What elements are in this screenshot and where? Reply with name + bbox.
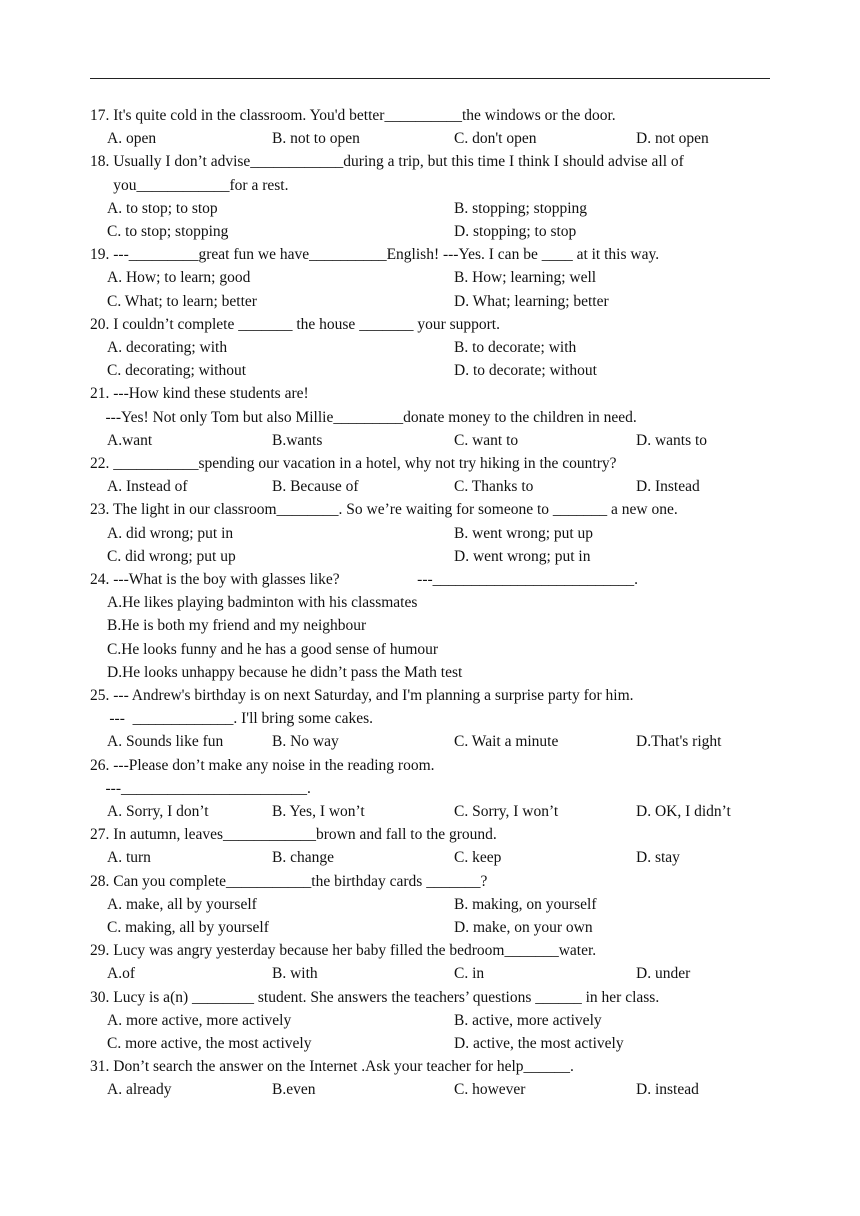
answer-option: C. to stop; stopping	[107, 223, 229, 240]
answer-option: A. Sounds like fun	[107, 733, 224, 751]
answer-option: D. to decorate; without	[454, 362, 597, 380]
answer-option: D. under	[636, 965, 691, 983]
answer-option: B. change	[272, 849, 334, 867]
question-stem: 22. ___________spending our vacation in a hotel, why not try hiking in the country?	[90, 455, 617, 472]
question-stem: 21. ---How kind these students are!	[90, 385, 309, 403]
answer-option: C. Wait a minute	[454, 733, 559, 751]
answer-option: A. Instead of	[107, 478, 188, 496]
options-row	[107, 129, 787, 149]
question-stem-continued: ---Yes! Not only Tom but also Millie_________donate money to the children in need.	[90, 408, 637, 426]
answer-option: C. keep	[454, 849, 502, 867]
answer-option: B. went wrong; put up	[454, 524, 594, 542]
answer-option: B. No way	[272, 733, 339, 751]
options-row	[107, 1011, 787, 1031]
answer-option: D. stay	[636, 849, 680, 867]
answer-option: D. stopping; to stop	[454, 223, 577, 240]
answer-option: B.He is both my friend and my neighbour	[107, 617, 367, 635]
answer-option: B. with	[272, 965, 318, 983]
answer-option: A. more active, more actively	[107, 1011, 292, 1029]
options-row	[107, 895, 787, 915]
answer-option: B. not to open	[272, 130, 360, 148]
options-row	[107, 802, 787, 822]
answer-option: A. open	[107, 130, 157, 148]
answer-option: C. Sorry, I won’t	[454, 803, 559, 820]
question-stem: 31. Don’t search the answer on the Internet .Ask your teacher for help______.	[90, 1058, 574, 1076]
options-row	[107, 964, 787, 984]
options-row	[107, 222, 787, 242]
answer-option: B.even	[272, 1081, 316, 1099]
answer-option: B. active, more actively	[454, 1011, 602, 1029]
answer-option: D. make, on your own	[454, 919, 593, 936]
options-row	[107, 1034, 787, 1054]
answer-option: D.He looks unhappy because he didn’t pass the Math test	[107, 663, 463, 681]
options-row	[107, 918, 787, 938]
answer-option: A.of	[107, 965, 135, 983]
answer-option: A. How; to learn; good	[107, 269, 251, 287]
question-stem: 24. ---What is the boy with glasses like? ---__________________________.	[90, 571, 639, 588]
answer-option: A. to stop; to stop	[107, 199, 218, 217]
answer-option: A.He likes playing badminton with his classmates	[107, 594, 418, 612]
options-row	[107, 431, 787, 451]
answer-option: A. turn	[107, 849, 151, 867]
answer-option: C. want to	[454, 431, 519, 449]
options-row	[107, 732, 787, 752]
answer-option: A. make, all by yourself	[107, 895, 257, 913]
answer-option: A. decorating; with	[107, 339, 228, 356]
question-stem: 18. Usually I don’t advise____________during a trip, but this time I think I should advise all of	[90, 153, 684, 171]
answer-option: B. Because of	[272, 478, 359, 496]
answer-option: C. don't open	[454, 130, 537, 148]
answer-option: D. active, the most actively	[454, 1035, 624, 1052]
answer-option: C. making, all by yourself	[107, 919, 269, 936]
question-stem: 17. It's quite cold in the classroom. You'd better__________the windows or the door.	[90, 107, 616, 124]
options-row	[107, 663, 787, 683]
options-row	[107, 616, 787, 636]
answer-option: C. Thanks to	[454, 478, 534, 496]
question-stem: 19. ---_________great fun we have__________English! ---Yes. I can be ____ at it this way.	[90, 246, 660, 264]
options-row	[107, 524, 787, 544]
answer-option: B.wants	[272, 431, 323, 449]
options-row	[107, 361, 787, 381]
options-row	[107, 268, 787, 288]
question-stem: 30. Lucy is a(n) ________ student. She answers the teachers’ questions ______ in her class.	[90, 988, 660, 1006]
options-row	[107, 292, 787, 312]
options-row	[107, 338, 787, 358]
answer-option: C. in	[454, 965, 485, 983]
answer-option: A.want	[107, 431, 153, 449]
answer-option: C. more active, the most actively	[107, 1035, 312, 1052]
answer-option: D. OK, I didn’t	[636, 803, 731, 820]
question-stem: 27. In autumn, leaves____________brown and fall to the ground.	[90, 826, 497, 844]
answer-option: C.He looks funny and he has a good sense of humour	[107, 640, 439, 658]
options-row	[107, 199, 787, 219]
answer-option: B. stopping; stopping	[454, 199, 588, 217]
answer-option: D. wants to	[636, 431, 708, 449]
answer-option: A. already	[107, 1081, 172, 1099]
answer-option: B. to decorate; with	[454, 339, 577, 356]
question-stem: 29. Lucy was angry yesterday because her baby filled the bedroom_______water.	[90, 942, 597, 960]
header-rule	[90, 78, 770, 79]
answer-option: A. Sorry, I don’t	[107, 803, 209, 820]
options-row	[107, 593, 787, 613]
options-row	[107, 1080, 787, 1100]
answer-option: D. instead	[636, 1081, 699, 1099]
question-stem: 26. ---Please don’t make any noise in the reading room.	[90, 756, 435, 774]
answer-option: D.That's right	[636, 733, 722, 751]
question-stem-continued: --- _____________. I'll bring some cakes.	[90, 710, 374, 728]
options-row	[107, 547, 787, 567]
answer-option: C. did wrong; put up	[107, 547, 236, 565]
answer-option: C. What; to learn; better	[107, 292, 257, 310]
answer-option: C. decorating; without	[107, 362, 247, 380]
question-stem: 28. Can you complete___________the birthday cards _______?	[90, 872, 488, 890]
answer-option: B. Yes, I won’t	[272, 803, 365, 820]
answer-option: D. went wrong; put in	[454, 547, 591, 565]
options-row	[107, 640, 787, 660]
question-stem: 23. The light in our classroom________. So we’re waiting for someone to _______ a new one.	[90, 501, 678, 519]
options-row	[107, 848, 787, 868]
answer-option: D. not open	[636, 130, 709, 148]
answer-option: D. What; learning; better	[454, 292, 609, 310]
answer-option: B. making, on yourself	[454, 895, 597, 913]
question-stem-continued: ---________________________.	[90, 779, 311, 797]
answer-option: B. How; learning; well	[454, 269, 597, 287]
question-stem: 20. I couldn’t complete _______ the house _______ your support.	[90, 315, 500, 333]
options-row	[107, 477, 787, 497]
answer-option: D. Instead	[636, 478, 700, 496]
answer-option: A. did wrong; put in	[107, 524, 234, 542]
answer-option: C. however	[454, 1081, 526, 1099]
question-stem-continued: you____________for a rest.	[90, 176, 289, 194]
question-stem: 25. --- Andrew's birthday is on next Saturday, and I'm planning a surprise party for him.	[90, 687, 634, 704]
